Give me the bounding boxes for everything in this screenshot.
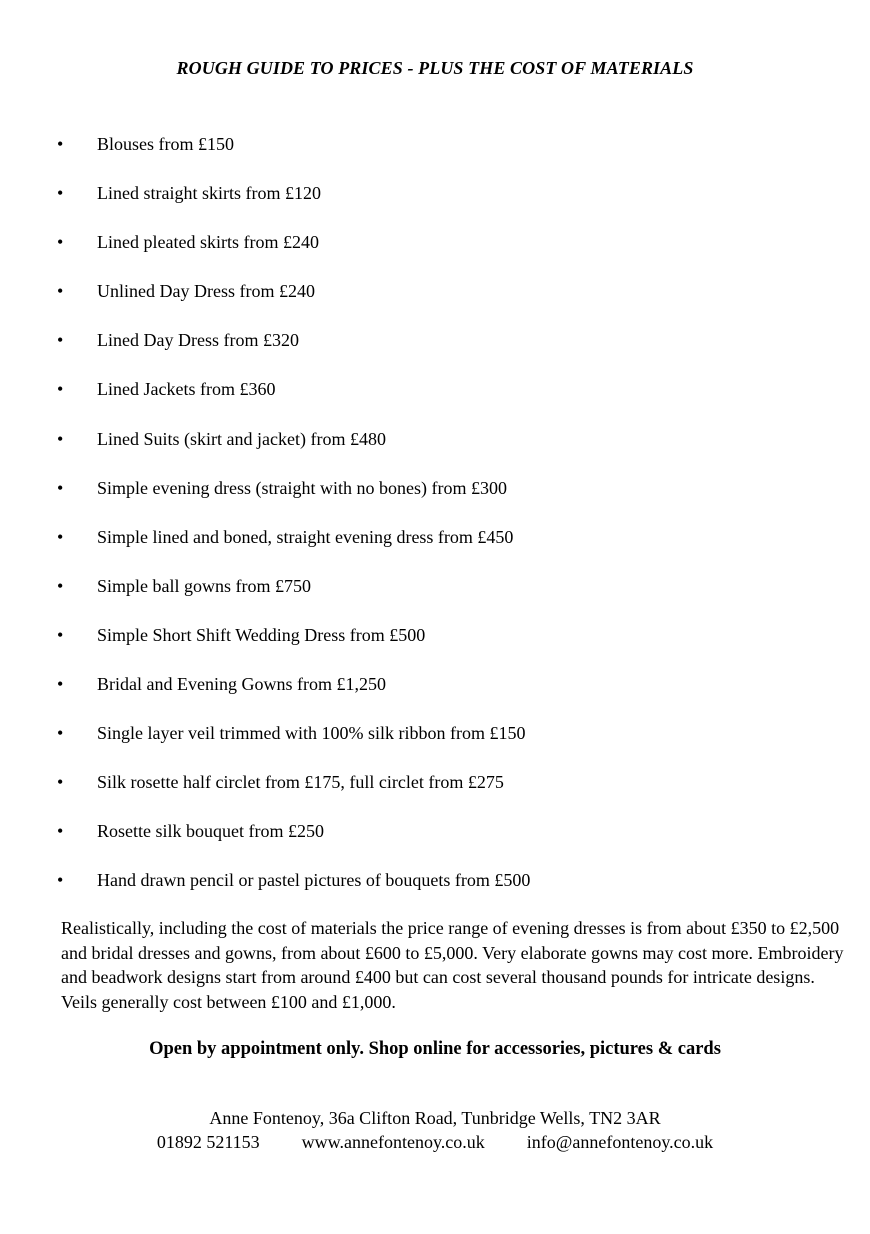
item-text: Rosette silk bouquet from £250 (97, 821, 324, 842)
list-item (57, 477, 847, 526)
list-item (57, 378, 847, 427)
list-item (57, 820, 847, 869)
item-text: Lined Jackets from £360 (97, 379, 276, 400)
price-list (57, 133, 847, 919)
list-item (57, 280, 847, 329)
bullet-icon: • (57, 379, 64, 400)
bullet-icon: • (57, 134, 64, 154)
item-text: Simple Short Shift Wedding Dress from £500 (97, 624, 426, 645)
item-text: Lined pleated skirts from £240 (97, 232, 319, 253)
list-item (57, 624, 847, 673)
list-item (57, 231, 847, 280)
list-item (57, 869, 847, 918)
bullet-icon: • (57, 772, 64, 793)
item-text: Simple lined and boned, straight evening dress from £450 (97, 526, 514, 547)
list-item (57, 526, 847, 575)
bullet-icon: • (57, 575, 64, 596)
postal-address: Anne Fontenoy, 36a Clifton Road, Tunbridge Wells, TN2 3AR (209, 1108, 661, 1128)
phone-number: 01892 521153 (156, 1132, 260, 1152)
bullet-icon: • (57, 477, 64, 498)
bullet-icon: • (57, 821, 64, 842)
bullet-icon: • (57, 723, 64, 744)
item-text: Lined straight skirts from £120 (97, 183, 321, 204)
bullet-icon: • (57, 870, 64, 891)
list-item (57, 575, 847, 624)
page-title: ROUGH GUIDE TO PRICES - PLUS THE COST OF MATERIALS (176, 58, 694, 78)
website-link[interactable]: www.annefontenoy.co.uk (301, 1132, 485, 1152)
contact-line (0, 1130, 870, 1154)
item-text: Blouses from £150 (97, 134, 234, 154)
item-text: Simple evening dress (straight with no bones) from £300 (97, 477, 507, 498)
list-item (57, 182, 847, 231)
bullet-icon: • (57, 232, 64, 253)
list-item (57, 329, 847, 378)
item-text: Lined Suits (skirt and jacket) from £480 (97, 428, 386, 449)
list-item (57, 722, 847, 771)
item-text: Bridal and Evening Gowns from £1,250 (97, 674, 386, 695)
item-text: Lined Day Dress from £320 (97, 330, 299, 351)
email-link[interactable]: info@annefontenoy.co.uk (526, 1132, 714, 1152)
price-range-paragraph: Realistically, including the cost of materials the price range of evening dresses is from about £350 to £2,500 and bridal dresses and gowns, from about £600 to £5,000. Very elaborate gowns may cost more. Embroidery and beadwork designs start from around £400 but can cost several thousand pounds for intricate designs. Veils generally cost between £100 and £1,000. (61, 918, 844, 1012)
appointment-notice: Open by appointment only. Shop online for accessories, pictures & cards (149, 1039, 721, 1059)
list-item (57, 771, 847, 820)
bullet-icon: • (57, 624, 64, 645)
item-text: Simple ball gowns from £750 (97, 575, 311, 596)
bullet-icon: • (57, 330, 64, 351)
bullet-icon: • (57, 428, 64, 449)
list-item (57, 133, 847, 182)
item-text: Silk rosette half circlet from £175, full circlet from £275 (97, 772, 504, 793)
bullet-icon: • (57, 674, 64, 695)
item-text: Hand drawn pencil or pastel pictures of bouquets from £500 (97, 870, 531, 891)
item-text: Unlined Day Dress from £240 (97, 281, 315, 302)
list-item (57, 428, 847, 477)
bullet-icon: • (57, 281, 64, 302)
bullet-icon: • (57, 526, 64, 547)
list-item (57, 673, 847, 722)
item-text: Single layer veil trimmed with 100% silk ribbon from £150 (97, 723, 526, 744)
bullet-icon: • (57, 183, 64, 204)
